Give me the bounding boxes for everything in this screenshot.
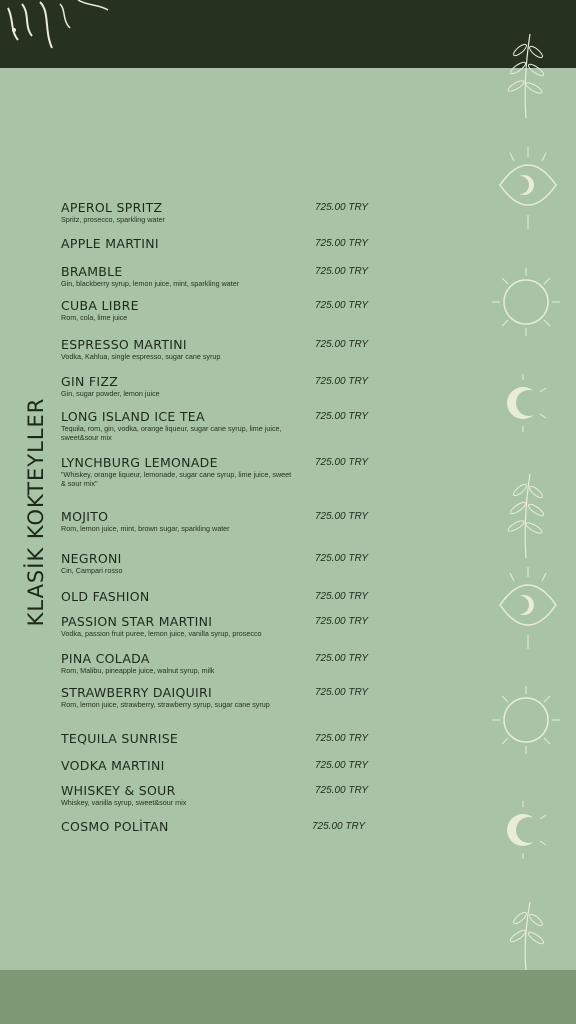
item-name: LONG ISLAND ICE TEA (61, 409, 205, 424)
item-price: 725.00 TRY (315, 238, 368, 249)
menu-item (61, 264, 381, 288)
item-description: Rom, lemon juice, mint, brown sugar, sparkling water (61, 524, 230, 533)
item-description: Cin, Campari rosso (61, 566, 123, 575)
item-price: 725.00 TRY (315, 202, 368, 213)
moon-icon (488, 368, 558, 438)
item-description: Vodka, passion fruit puree, lemon juice, vanilla syrup, prosecco (61, 629, 262, 638)
hand-drawn-ornament-icon (0, 0, 120, 68)
item-name: APEROL SPRITZ (61, 200, 163, 215)
sun-icon (478, 262, 574, 342)
item-name: GIN FIZZ (61, 374, 119, 389)
item-price: 725.00 TRY (315, 339, 368, 350)
item-price: 725.00 TRY (315, 591, 368, 602)
item-price: 725.00 TRY (315, 376, 368, 387)
menu-item (61, 819, 381, 834)
leaf-icon (496, 30, 556, 120)
item-name: PASSION STAR MARTINI (61, 614, 213, 629)
item-description: Vodka, Kahlua, single espresso, sugar cane syrup (61, 352, 221, 361)
item-price: 725.00 TRY (315, 511, 368, 522)
moon-icon (488, 795, 558, 865)
menu-item (61, 509, 381, 533)
item-price: 725.00 TRY (315, 785, 368, 796)
item-description: Tequila, rom, gin, vodka, orange liqueur, sugar cane syrup, lime juice, sweet&sour mix (61, 424, 282, 442)
bottom-band (0, 970, 576, 1024)
item-name: TEQUILA SUNRISE (61, 731, 179, 746)
item-price: 725.00 TRY (315, 760, 368, 771)
section-title: KLASİK KOKTEYLLER (24, 397, 48, 627)
item-price: 725.00 TRY (315, 457, 368, 468)
menu-item (61, 685, 381, 709)
item-price: 725.00 TRY (315, 266, 368, 277)
menu-item (61, 614, 381, 638)
menu-item (61, 200, 381, 224)
item-description: Gin, blackberry syrup, lemon juice, mint, sparkling water (61, 279, 240, 288)
item-price: 725.00 TRY (315, 411, 368, 422)
menu-item (61, 783, 381, 807)
item-price: 725.00 TRY (315, 687, 368, 698)
item-name: VODKA MARTINI (61, 758, 165, 773)
item-name: NEGRONI (61, 551, 122, 566)
menu-item (61, 337, 381, 361)
item-name: COSMO POLİTAN (61, 819, 169, 834)
item-price: 725.00 TRY (315, 733, 368, 744)
menu-item (61, 455, 381, 488)
item-price: 725.00 TRY (315, 653, 368, 664)
item-name: LYNCHBURG LEMONADE (61, 455, 218, 470)
item-description: Rom, Malibu, pineapple juice, walnut syrup, milk (61, 666, 215, 675)
item-name: BRAMBLE (61, 264, 123, 279)
item-name: APPLE MARTINI (61, 236, 159, 251)
item-name: OLD FASHION (61, 589, 150, 604)
item-name: MOJITO (61, 509, 109, 524)
menu-item (61, 731, 381, 746)
leaf-icon (496, 470, 556, 560)
leaf-icon (496, 898, 556, 970)
item-description: Spritz, prosecco, sparkling water (61, 215, 165, 224)
item-name: ESPRESSO MARTINI (61, 337, 187, 352)
menu-item (61, 758, 381, 773)
menu-item (61, 651, 381, 675)
menu-item (61, 374, 381, 398)
item-description: Whiskey, vanilla syrup, sweet&sour mix (61, 798, 187, 807)
item-name: STRAWBERRY DAIQUIRI (61, 685, 213, 700)
item-price: 725.00 TRY (312, 821, 365, 832)
item-description: Gin, sugar powder, lemon juice (61, 389, 160, 398)
menu-item (61, 298, 381, 322)
item-description: Rom, cola, lime juice (61, 313, 128, 322)
top-band (0, 0, 576, 68)
menu-item (61, 236, 381, 251)
item-price: 725.00 TRY (315, 553, 368, 564)
menu-item (61, 409, 381, 442)
menu-item (61, 589, 381, 604)
item-price: 725.00 TRY (315, 300, 368, 311)
item-price: 725.00 TRY (315, 616, 368, 627)
item-description: "Whiskey, orange liqueur, lemonade, sugar cane syrup, lime juice, sweet & sour mix" (61, 470, 292, 488)
eye-icon (488, 565, 568, 655)
item-name: WHISKEY & SOUR (61, 783, 176, 798)
item-name: CUBA LIBRE (61, 298, 139, 313)
menu-item (61, 551, 381, 575)
item-name: PINA COLADA (61, 651, 150, 666)
item-description: Rom, lemon juice, strawberry, strawberry syrup, sugar cane syrup (61, 700, 270, 709)
eye-icon (488, 145, 568, 235)
sun-icon (478, 680, 574, 760)
